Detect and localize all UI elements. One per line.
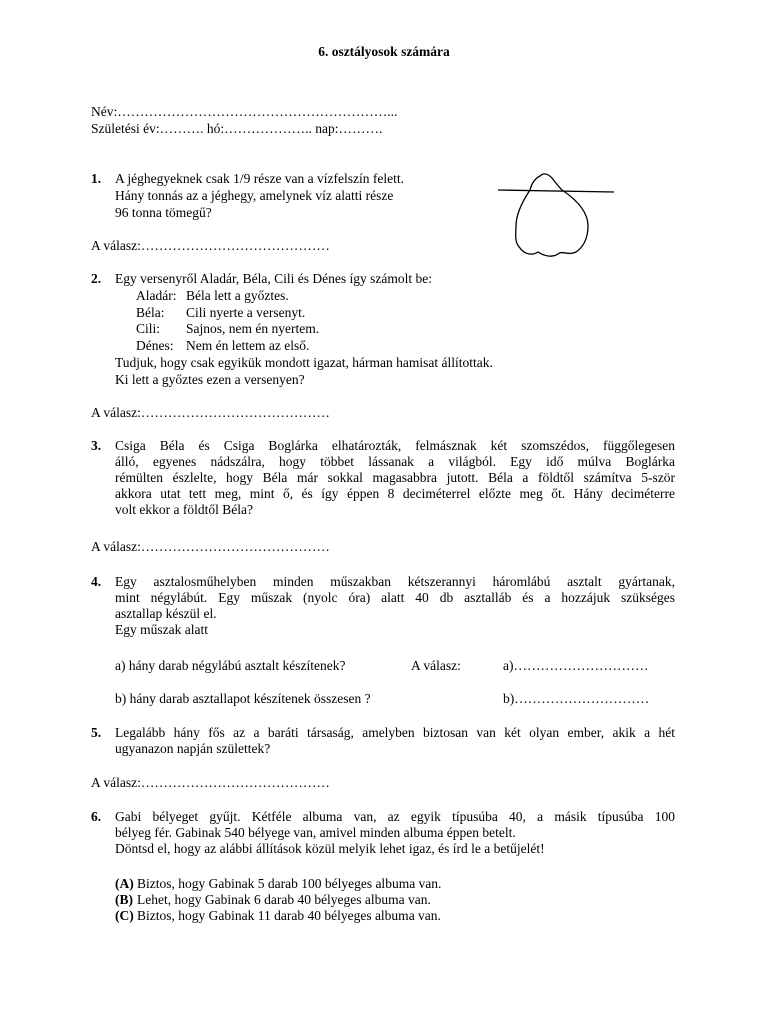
q5-text (115, 725, 675, 757)
q2-speaker: Dénes: (136, 338, 174, 353)
q2-speaker: Béla: (136, 305, 165, 320)
q4-answer-a-field[interactable]: a)………………………… (503, 658, 649, 673)
q4-line: mint négylábút. Egy műszak (nyolc óra) alatt 40 db asztalláb és a hozzájuk szükséges (115, 590, 675, 605)
q4-line: asztallap készül el. (115, 606, 217, 621)
q6-option-label: (A) (115, 876, 134, 891)
q1-answer-field[interactable]: A válasz:…………………………………… (91, 238, 330, 253)
q2-number: 2. (91, 271, 102, 286)
q2-answer-field[interactable]: A válasz:…………………………………… (91, 405, 330, 420)
q2-statement (136, 288, 289, 304)
q5-line: Legalább hány fős az a baráti társaság, amelyben biztosan van két olyan ember, akik a hét (115, 725, 675, 740)
q5-line: ugyanazon napján születtek? (115, 741, 271, 756)
q6-text (115, 809, 675, 857)
q3-number: 3. (91, 438, 102, 453)
q2-statement-text: Nem én lettem az első. (186, 338, 310, 353)
q3-line: volt ekkor a földtől Béla? (115, 502, 253, 517)
q5-number: 5. (91, 725, 102, 740)
q2-speaker: Aladár: (136, 288, 177, 303)
q6-option-text: Lehet, hogy Gabinak 6 darab 40 bélyeges albuma van. (137, 892, 431, 907)
q2-statement-text: Béla lett a győztes. (186, 288, 289, 303)
q3-answer-field[interactable]: A válasz:…………………………………… (91, 539, 330, 554)
iceberg-drawing-icon (492, 168, 622, 260)
q6-option[interactable] (115, 876, 441, 892)
q1-number: 1. (91, 171, 102, 186)
q2-speaker: Cili: (136, 321, 161, 336)
q4-line: Egy műszak alatt (115, 622, 208, 637)
q1-line: Hány tonnás az a jéghegy, amelynek víz alatti része (115, 188, 394, 203)
q2-outro: Tudjuk, hogy csak egyikük mondott igazat, hárman hamisat állítottak. (115, 355, 493, 370)
q6-number: 6. (91, 809, 102, 824)
q6-line: bélyeg fér. Gabinak 540 bélyege van, amivel minden albuma éppen betelt. (115, 825, 516, 840)
q6-option-label: (B) (115, 892, 133, 907)
q6-option[interactable] (115, 892, 431, 908)
q2-statement-text: Sajnos, nem én nyertem. (186, 321, 320, 336)
q6-option-label: (C) (115, 908, 134, 923)
q4-answer-label: A válasz: (411, 658, 461, 673)
q3-text (115, 438, 675, 518)
q3-line: Csiga Béla és Csiga Boglárka elhatározták, felmásznak két szomszédos, függőlegesen (115, 438, 675, 453)
q6-option-text: Biztos, hogy Gabinak 11 darab 40 bélyeges albuma van. (137, 908, 441, 923)
q2-intro: Egy versenyről Aladár, Béla, Cili és Dénes így számolt be: (115, 271, 433, 286)
q4-line: Egy asztalosműhelyben minden műszakban kétszerannyi háromlábú asztalt gyártanak, (115, 574, 675, 589)
birth-date-field[interactable]: Születési év:………. hó:……………….. nap:………. (91, 121, 383, 136)
q2-statement-text: Cili nyerte a versenyt. (186, 305, 306, 320)
q3-line: akkora utat tett meg, mint ő, és így éppen 8 deciméterrel előzte meg őt. Hány deciméterre (115, 486, 675, 501)
q4-sub-a: a) hány darab négylábú asztalt készítenek? (115, 658, 346, 673)
q3-line: álló, egyenes nádszálra, hogy többet lássanak a világból. Egy idő múlva Boglárka (115, 454, 675, 469)
q2-outro: Ki lett a győztes ezen a versenyen? (115, 372, 305, 387)
q2-statement (136, 338, 309, 354)
q5-answer-field[interactable]: A válasz:…………………………………… (91, 775, 330, 790)
q3-line: rémülten észlelte, hogy Béla már sokkal magasabbra jutott. Béla a földtől számítva 5-ször (115, 470, 675, 485)
q2-statement (136, 321, 319, 337)
q4-sub-b: b) hány darab asztallapot készítenek összesen ? (115, 691, 371, 706)
q1-line: 96 tonna tömegű? (115, 205, 212, 220)
q4-text (115, 574, 675, 638)
q6-line: Döntsd el, hogy az alábbi állítások közül melyik lehet igaz, és írd le a betűjelét! (115, 841, 545, 856)
q1-line: A jéghegyeknek csak 1/9 része van a vízfelszín felett. (115, 171, 405, 186)
q4-answer-b-field[interactable]: b)………………………… (503, 691, 650, 706)
name-field[interactable]: Név:……………………………………………………... (91, 104, 398, 119)
q4-number: 4. (91, 574, 102, 589)
q6-option-text: Biztos, hogy Gabinak 5 darab 100 bélyeges albuma van. (137, 876, 442, 891)
q2-statement (136, 305, 305, 321)
page-title: 6. osztályosok számára (318, 44, 450, 59)
q6-option[interactable] (115, 908, 441, 924)
q6-line: Gabi bélyeget gyűjt. Kétféle albuma van, az egyik típusúba 40, a másik típusúba 100 (115, 809, 675, 824)
